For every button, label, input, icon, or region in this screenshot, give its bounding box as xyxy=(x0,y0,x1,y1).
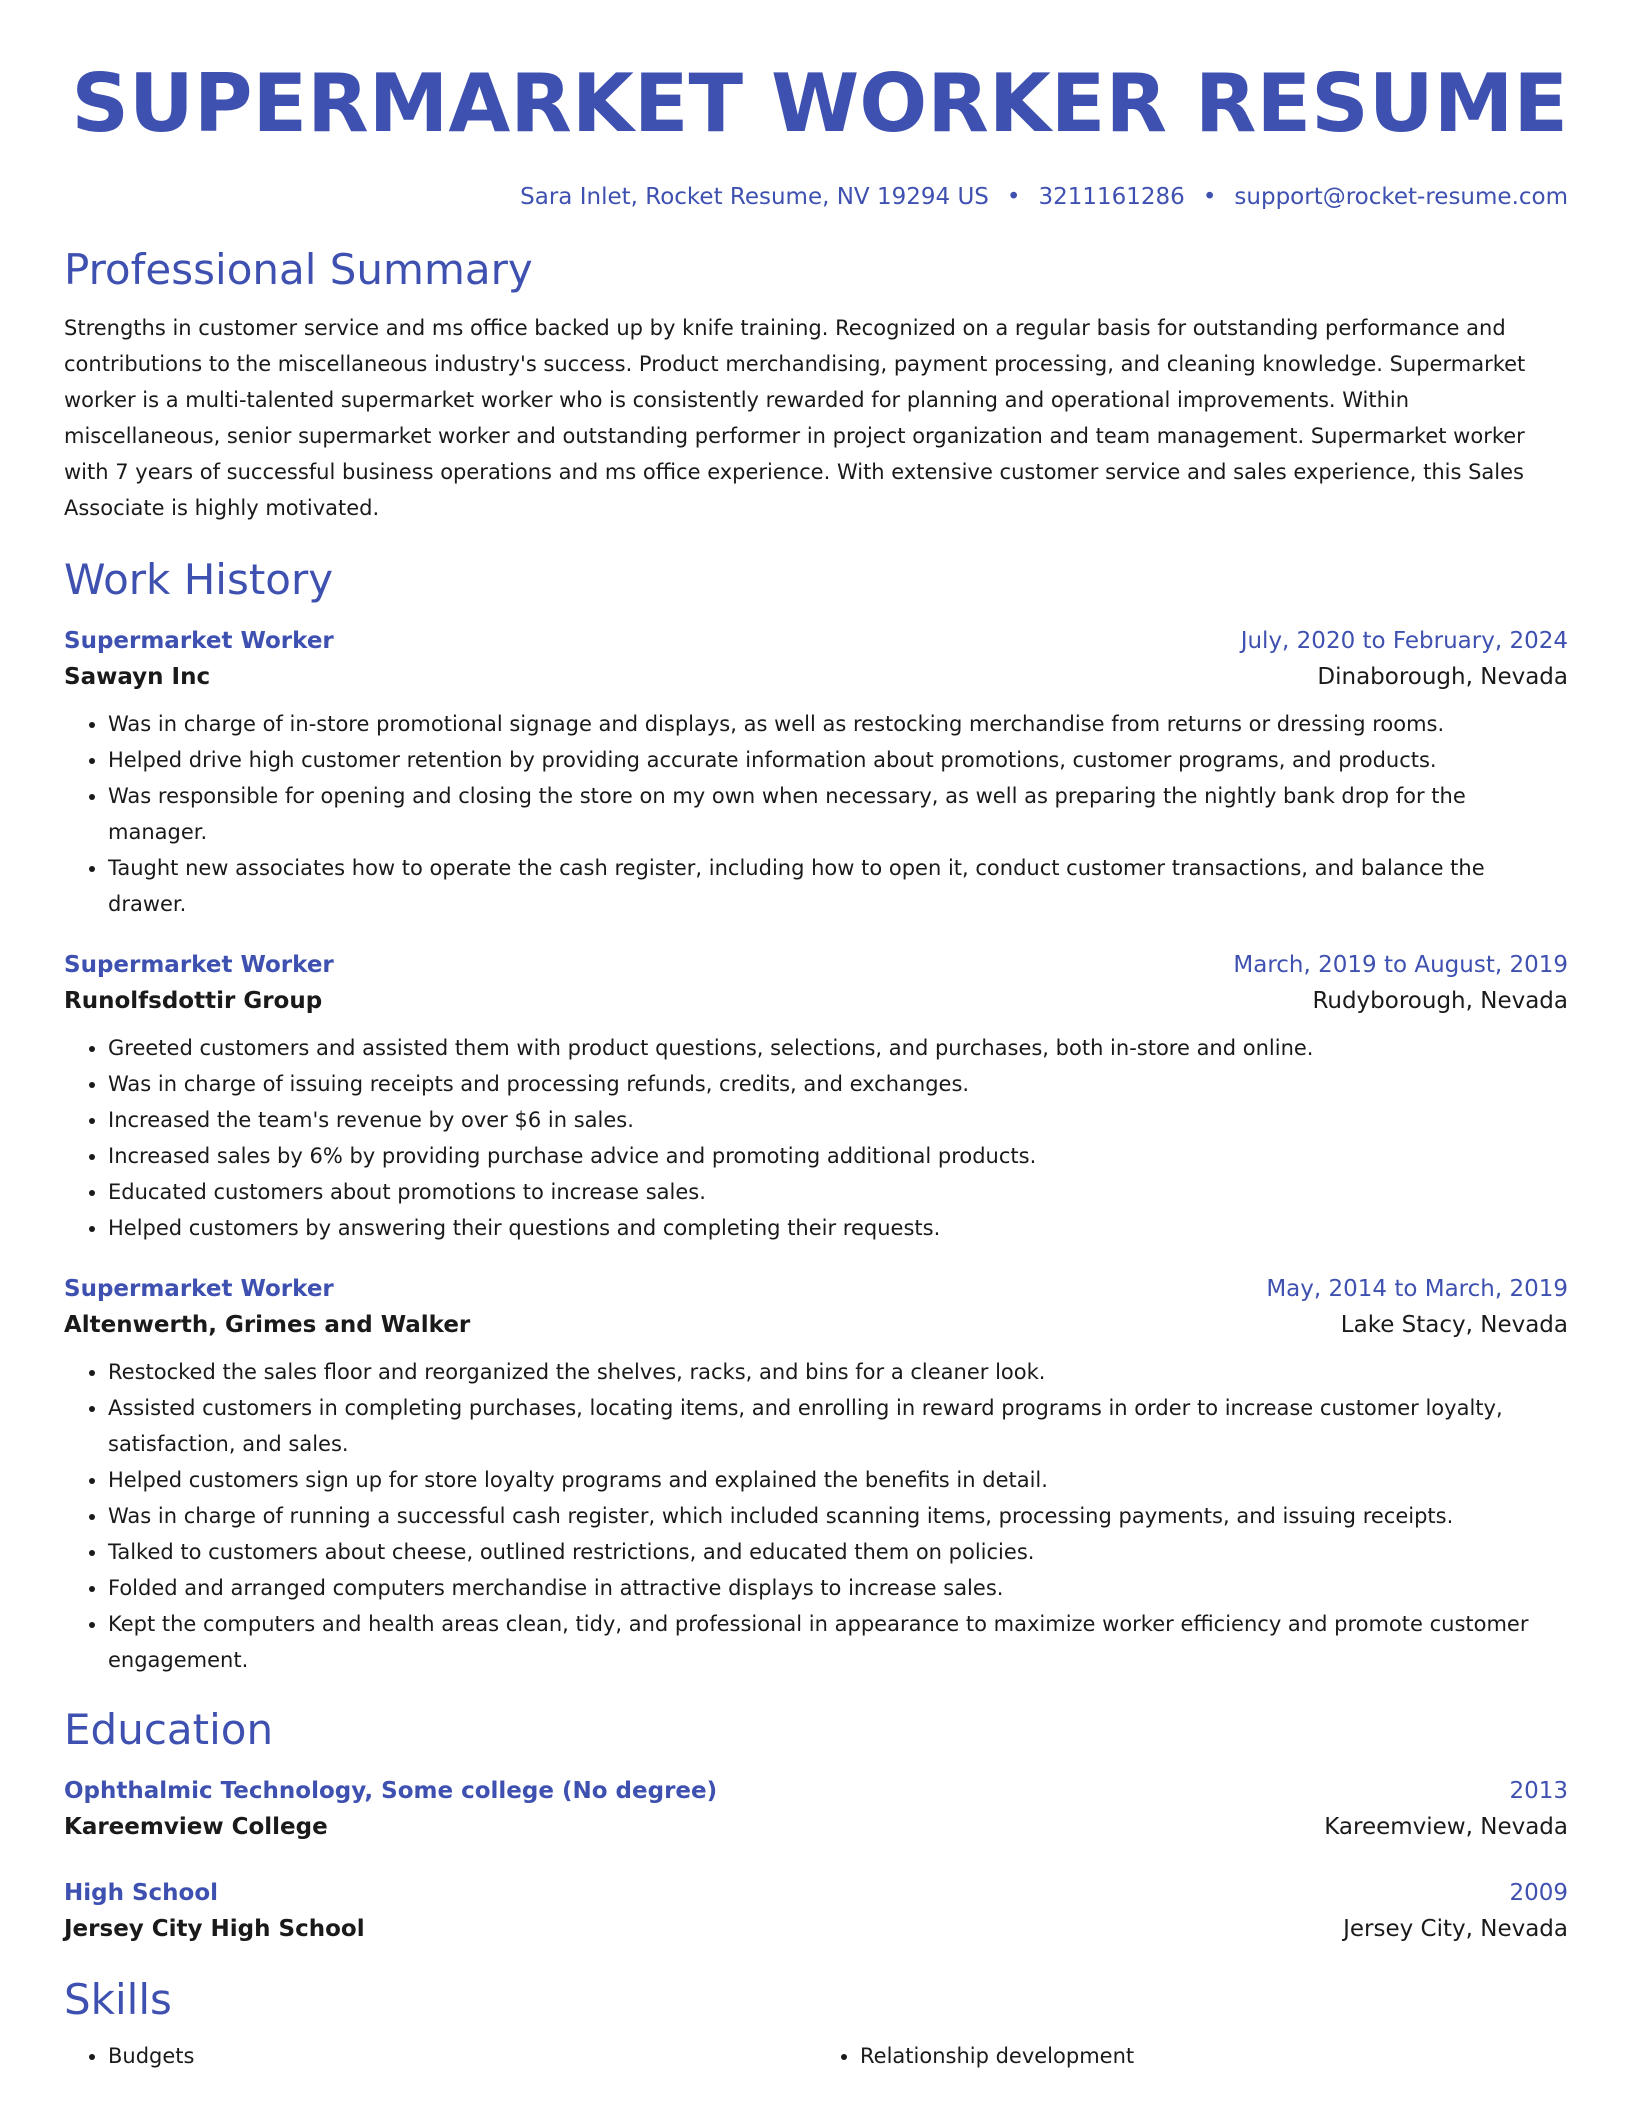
job-title: Supermarket Worker xyxy=(64,952,334,978)
skills-section xyxy=(64,1974,1568,2074)
job-title: Supermarket Worker xyxy=(64,628,334,654)
skills-heading: Skills xyxy=(64,1975,172,2024)
education-location: Kareemview, Nevada xyxy=(1324,1814,1568,1840)
education-heading: Education xyxy=(64,1705,274,1754)
job-bullet: • Was in charge of in-store promotional signage and displays, as well as restocking merchandise from returns or dressing rooms. xyxy=(108,706,1568,742)
education-degree: Ophthalmic Technology, Some college (No degree) xyxy=(64,1778,718,1804)
job-bullet: • Assisted customers in completing purchases, locating items, and enrolling in reward programs in order to increase customer loyalty, satisfaction, and sales. xyxy=(108,1390,1568,1462)
job-bullet: • Restocked the sales floor and reorganized the shelves, racks, and bins for a cleaner look. xyxy=(108,1354,1568,1390)
job-entry xyxy=(64,1272,1568,1678)
job-bullets xyxy=(64,1354,1568,1678)
job-bullet: • Helped drive high customer retention by providing accurate information about promotions, customer programs, and products. xyxy=(108,742,1568,778)
education-location: Jersey City, Nevada xyxy=(1343,1916,1568,1942)
job-bullet: • Kept the computers and health areas clean, tidy, and professional in appearance to maximize worker efficiency and promote customer engagement. xyxy=(108,1606,1568,1678)
education-school: Kareemview College xyxy=(64,1814,328,1840)
job-bullet: • Was in charge of running a successful cash register, which included scanning items, processing payments, and issuing receipts. xyxy=(108,1498,1568,1534)
job-location: Lake Stacy, Nevada xyxy=(1340,1312,1568,1338)
skill-item: • Budgets xyxy=(108,2038,816,2074)
job-bullet: • Helped customers by answering their questions and completing their requests. xyxy=(108,1210,1568,1246)
job-entry xyxy=(64,948,1568,1246)
job-dates: May, 2014 to March, 2019 xyxy=(1266,1276,1568,1302)
contact-separator: • xyxy=(1202,184,1217,210)
job-entry xyxy=(64,624,1568,922)
job-dates: March, 2019 to August, 2019 xyxy=(1233,952,1568,978)
summary-section xyxy=(64,244,1568,526)
contact-email: support@rocket-resume.com xyxy=(1234,184,1568,210)
job-bullet: • Folded and arranged computers merchandise in attractive displays to increase sales. xyxy=(108,1570,1568,1606)
job-bullet: • Increased sales by 6% by providing purchase advice and promoting additional products. xyxy=(108,1138,1568,1174)
job-company: Sawayn Inc xyxy=(64,664,211,690)
job-bullet: • Taught new associates how to operate the cash register, including how to open it, conduct customer transactions, and balance the drawer. xyxy=(108,850,1568,922)
contact-phone: 3211161286 xyxy=(1038,184,1185,210)
job-company: Altenwerth, Grimes and Walker xyxy=(64,1312,471,1338)
job-bullet: • Was in charge of issuing receipts and processing refunds, credits, and exchanges. xyxy=(108,1066,1568,1102)
skill-item: • Relationship development xyxy=(860,2038,1568,2074)
work-history-heading: Work History xyxy=(64,555,334,604)
education-degree: High School xyxy=(64,1880,219,1906)
education-entry xyxy=(64,1876,1568,1948)
job-bullets xyxy=(64,1030,1568,1246)
skills-column-right xyxy=(816,2038,1568,2074)
job-bullet: • Talked to customers about cheese, outlined restrictions, and educated them on policies. xyxy=(108,1534,1568,1570)
summary-heading: Professional Summary xyxy=(64,245,533,294)
job-title: Supermarket Worker xyxy=(64,1276,334,1302)
contact-line xyxy=(64,182,1568,212)
summary-text: Strengths in customer service and ms office backed up by knife training. Recognized on a regular basis for outstanding performance and contributions to the miscellaneous industry's success. Product merchandising, payment processing, and cleaning knowledge. Supermarket worker is a multi-talented supermarket worker who is consistently rewarded for planning and operational improvements. Within miscellaneous, senior supermarket worker and outstanding performer in project organization and team management. Supermarket worker with 7 years of successful business operations and ms office experience. With extensive customer service and sales experience, this Sales Associate is highly motivated. xyxy=(64,316,1526,520)
skills-column-left xyxy=(64,2038,816,2074)
education-year: 2009 xyxy=(1509,1880,1568,1906)
job-bullet: • Educated customers about promotions to increase sales. xyxy=(108,1174,1568,1210)
job-bullet: • Increased the team's revenue by over $6 in sales. xyxy=(108,1102,1568,1138)
education-school: Jersey City High School xyxy=(64,1916,365,1942)
job-bullet: • Helped customers sign up for store loyalty programs and explained the benefits in detail. xyxy=(108,1462,1568,1498)
contact-separator: • xyxy=(1006,184,1021,210)
contact-address: Sara Inlet, Rocket Resume, NV 19294 US xyxy=(520,184,989,210)
job-bullet: • Greeted customers and assisted them with product questions, selections, and purchases, both in-store and online. xyxy=(108,1030,1568,1066)
job-dates: July, 2020 to February, 2024 xyxy=(1240,628,1568,654)
job-location: Dinaborough, Nevada xyxy=(1317,664,1568,690)
job-bullet: • Was responsible for opening and closing the store on my own when necessary, as well as preparing the nightly bank drop for the manager. xyxy=(108,778,1568,850)
job-bullets xyxy=(64,706,1568,922)
skills-grid xyxy=(64,2038,1568,2074)
job-location: Rudyborough, Nevada xyxy=(1312,988,1568,1014)
education-section xyxy=(64,1704,1568,1948)
education-year: 2013 xyxy=(1509,1778,1568,1804)
work-history-section xyxy=(64,554,1568,1678)
resume-title: SUPERMARKET WORKER RESUME xyxy=(71,57,1568,150)
education-entry xyxy=(64,1774,1568,1846)
job-company: Runolfsdottir Group xyxy=(64,988,323,1014)
